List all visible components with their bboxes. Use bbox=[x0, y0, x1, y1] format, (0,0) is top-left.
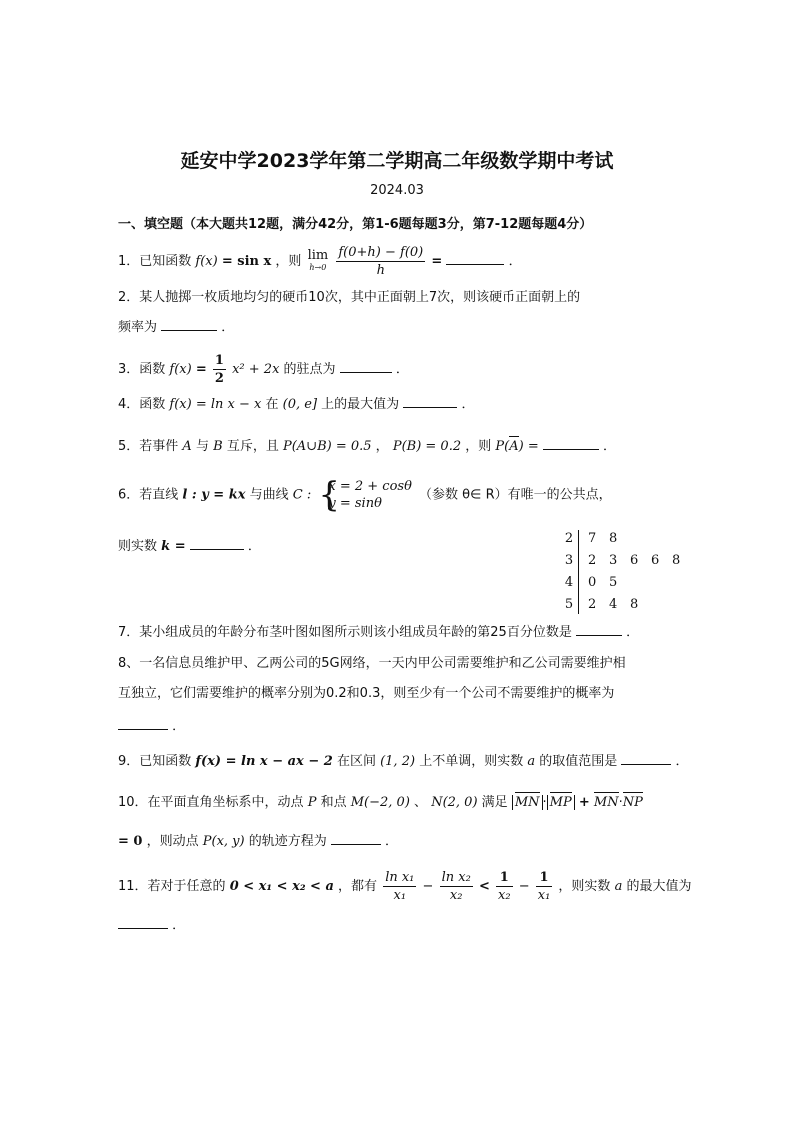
q11-tail2: 的最大值为 bbox=[626, 879, 692, 894]
q5-expr-3-close: ) = bbox=[518, 439, 539, 454]
q11-end: ． bbox=[172, 918, 186, 933]
q5-expr-1: P(A∪B) = 0.5 bbox=[282, 439, 372, 454]
q11-answer-blank[interactable] bbox=[118, 916, 168, 929]
q6-prefix: 6．若直线 bbox=[118, 487, 179, 503]
q10-answer-blank[interactable] bbox=[331, 832, 381, 845]
q8-answer-blank[interactable] bbox=[118, 717, 168, 730]
q10-point-n: N(2, 0) bbox=[431, 795, 478, 810]
q10-point-pxy: P(x, y) bbox=[202, 834, 245, 849]
q9-answer-blank[interactable] bbox=[621, 752, 671, 765]
q6-system-line-1: x = 2 + cosθ bbox=[328, 479, 412, 494]
leaf: 6 bbox=[651, 553, 660, 568]
q3-answer-blank[interactable] bbox=[340, 360, 392, 373]
q10-equals-zero: = 0 bbox=[118, 834, 143, 849]
q4-expression: f(x) = ln x − x bbox=[169, 397, 262, 412]
q11-f2-num: ln x₂ bbox=[441, 870, 471, 885]
q1-equals: = bbox=[431, 254, 443, 269]
q11-f1-den: x₁ bbox=[393, 888, 407, 903]
q10-line2-b: ，则动点 bbox=[146, 834, 199, 849]
question-11 bbox=[118, 869, 692, 904]
q1-end: ． bbox=[508, 254, 522, 269]
q10-vector-mn-2: MN bbox=[593, 795, 619, 810]
q11-tail: ，则实数 bbox=[558, 879, 611, 894]
q11-fraction-2 bbox=[440, 869, 473, 904]
leaves bbox=[588, 572, 630, 594]
q4-end: ． bbox=[461, 397, 475, 412]
q11-mid: ，都有 bbox=[338, 879, 378, 894]
q10-dot-1: · bbox=[542, 795, 547, 810]
q1-function: f(x) bbox=[195, 254, 218, 269]
q10-vector-np: NP bbox=[622, 795, 643, 810]
q11-f3-num: 1 bbox=[496, 869, 513, 887]
q5-and: 与 bbox=[195, 439, 209, 454]
section-heading: 一、填空题（本大题共12题，满分42分，第1-6题每题3分，第7-12题每题4分） bbox=[118, 217, 593, 232]
stem: 5 bbox=[564, 597, 574, 612]
q10-abs-mn bbox=[512, 795, 543, 810]
q1-lim-word: lim bbox=[307, 247, 329, 263]
q4-prefix: 4．函数 bbox=[118, 397, 166, 412]
q10-sep: 、 bbox=[414, 795, 428, 810]
q3-prefix: 3．函数 bbox=[118, 362, 166, 377]
stem-leaf-divider bbox=[578, 530, 579, 614]
question-10-line-2 bbox=[118, 832, 398, 851]
q11-f2-den: x₂ bbox=[449, 888, 463, 903]
q1-equation: = sin x bbox=[221, 254, 272, 269]
q4-interval: (0, e] bbox=[282, 397, 318, 412]
q10-line2-c: 的轨迹方程为 bbox=[248, 834, 327, 849]
q2-end: ． bbox=[221, 320, 235, 335]
q5-expr-2: P(B) = 0.2 bbox=[392, 439, 462, 454]
q6-line: l : y = kx bbox=[182, 487, 246, 503]
leaf: 2 bbox=[588, 553, 597, 568]
q10-dot-2: · bbox=[618, 795, 623, 810]
q3-equals: = bbox=[195, 362, 207, 377]
q10-abs-mp bbox=[547, 795, 575, 810]
q5-event-b: B bbox=[213, 439, 223, 454]
q5-expr-3-open: P( bbox=[495, 439, 510, 454]
exam-title: 延安中学2023学年第二学期高二年级数学期中考试 bbox=[180, 150, 614, 172]
stem: 2 bbox=[564, 531, 574, 546]
q10-mid: 和点 bbox=[320, 795, 347, 810]
q4-answer-blank[interactable] bbox=[403, 395, 457, 408]
q10-cond: 满足 bbox=[481, 795, 508, 810]
q6-k: k = bbox=[161, 539, 186, 554]
q6-answer-blank[interactable] bbox=[190, 537, 244, 550]
q11-condition: 0 < x₁ < x₂ < a bbox=[229, 879, 334, 894]
leaf: 3 bbox=[609, 553, 618, 568]
q11-fraction-3 bbox=[496, 869, 513, 904]
question-5 bbox=[118, 437, 616, 456]
q5-event-a: A bbox=[182, 439, 192, 454]
q10-prefix: 10．在平面直角坐标系中，动点 bbox=[118, 795, 304, 810]
q9-end: ． bbox=[675, 754, 689, 769]
question-4 bbox=[118, 395, 474, 414]
q11-var-a: a bbox=[614, 879, 623, 894]
q1-denominator: h bbox=[376, 263, 385, 278]
question-11-line-2 bbox=[118, 916, 185, 935]
q3-numerator: 1 bbox=[214, 353, 224, 368]
stem-leaf-plot bbox=[560, 528, 680, 618]
q9-tail2: 的取值范围是 bbox=[539, 754, 618, 769]
q5-complement-a: A bbox=[509, 439, 519, 454]
q7-end: ． bbox=[626, 625, 640, 640]
q1-prefix: 1．已知函数 bbox=[118, 254, 192, 269]
q2-line2-text: 频率为 bbox=[118, 320, 158, 335]
q9-tail: 上不单调，则实数 bbox=[419, 754, 524, 769]
leaves bbox=[588, 528, 630, 550]
leaf: 8 bbox=[630, 597, 639, 612]
q4-mid: 在 bbox=[265, 397, 279, 412]
leaf: 0 bbox=[588, 575, 597, 590]
q4-tail: 上的最大值为 bbox=[321, 397, 400, 412]
q6-mid: 与曲线 bbox=[249, 487, 289, 503]
q9-interval: (1, 2) bbox=[380, 754, 416, 769]
q11-f1-num: ln x₁ bbox=[385, 870, 415, 885]
q10-vector-mn: MN bbox=[514, 795, 540, 810]
q11-f4-num: 1 bbox=[536, 869, 553, 887]
q3-function: f(x) bbox=[169, 362, 192, 377]
q2-answer-blank[interactable] bbox=[161, 318, 217, 331]
question-8-line-1: 8、一名信息员维护甲、乙两公司的5G网络，一天内甲公司需要维护和乙公司需要维护相 bbox=[118, 656, 626, 671]
q9-var-a: a bbox=[527, 754, 536, 769]
leaf: 5 bbox=[609, 575, 618, 590]
q8-end: ． bbox=[172, 719, 186, 734]
exam-date: 2024.03 bbox=[370, 183, 424, 198]
stem: 4 bbox=[564, 575, 574, 590]
question-3 bbox=[118, 352, 409, 387]
q1-answer-blank[interactable] bbox=[446, 252, 504, 265]
q9-expression: f(x) = ln x − ax − 2 bbox=[195, 754, 333, 769]
leaf: 8 bbox=[609, 531, 618, 546]
question-9 bbox=[118, 752, 689, 771]
q10-vector-mp: MP bbox=[549, 795, 572, 810]
q3-denominator: 2 bbox=[214, 371, 224, 386]
question-6-line-2 bbox=[118, 537, 261, 556]
q1-fraction bbox=[336, 244, 425, 279]
leaf: 4 bbox=[609, 597, 618, 612]
q5-then: ，则 bbox=[465, 439, 492, 454]
stem: 3 bbox=[564, 553, 574, 568]
q1-lim-sub: h→0 bbox=[309, 262, 327, 272]
q6-curve: C : bbox=[292, 487, 312, 503]
q9-prefix: 9．已知函数 bbox=[118, 754, 192, 769]
q6-line2-text: 则实数 bbox=[118, 539, 158, 554]
q1-numerator: f(0+h) − f(0) bbox=[338, 245, 424, 260]
q10-point-p: P bbox=[307, 795, 317, 810]
q11-minus-2: − bbox=[518, 879, 530, 894]
q5-prefix: 5．若事件 bbox=[118, 439, 179, 454]
q5-end: ． bbox=[603, 439, 617, 454]
q9-mid: 在区间 bbox=[336, 754, 376, 769]
question-8-line-3 bbox=[118, 717, 185, 736]
q6-system-line-2: y = sinθ bbox=[328, 496, 382, 511]
q7-answer-blank[interactable] bbox=[576, 623, 622, 636]
q6-end: ． bbox=[247, 539, 261, 554]
q5-sep: ， bbox=[375, 439, 389, 454]
q6-system bbox=[318, 475, 412, 515]
leaf: 8 bbox=[672, 553, 681, 568]
q3-end: ． bbox=[395, 362, 409, 377]
leaves bbox=[588, 594, 651, 616]
q6-param: （参数 θ∈ R）有唯一的公共点， bbox=[419, 487, 612, 503]
q11-fraction-4 bbox=[536, 869, 553, 904]
question-1 bbox=[118, 244, 522, 279]
q3-fraction bbox=[213, 352, 226, 387]
q11-lt: < bbox=[478, 879, 490, 894]
question-2-line-1: 2．某人抛掷一枚质地均匀的硬币10次，其中正面朝上7次，则该硬币正面朝上的 bbox=[118, 290, 581, 305]
q3-tail: 的驻点为 bbox=[283, 362, 336, 377]
leaf: 7 bbox=[588, 531, 597, 546]
q10-point-m: M(−2, 0) bbox=[350, 795, 410, 810]
q11-prefix: 11．若对于任意的 bbox=[118, 879, 226, 894]
q11-fraction-1 bbox=[383, 869, 416, 904]
leaf: 2 bbox=[588, 597, 597, 612]
leaf: 6 bbox=[630, 553, 639, 568]
question-6 bbox=[118, 475, 612, 515]
q6-brace-icon: { bbox=[318, 475, 341, 515]
q5-mid: 互斥，且 bbox=[226, 439, 279, 454]
q1-mid-text: ，则 bbox=[275, 254, 302, 269]
q7-text: 7．某小组成员的年龄分布茎叶图如图所示则该小组成员年龄的第25百分位数是 bbox=[118, 625, 572, 640]
q11-f3-den: x₂ bbox=[498, 888, 511, 903]
q10-plus: + bbox=[578, 795, 590, 810]
q11-f4-den: x₁ bbox=[537, 888, 551, 903]
q1-limit bbox=[307, 247, 329, 274]
q3-expression: x² + 2x bbox=[232, 362, 280, 377]
question-7 bbox=[118, 623, 639, 642]
leaves bbox=[588, 550, 693, 572]
question-10 bbox=[118, 794, 643, 812]
q11-minus-1: − bbox=[422, 879, 434, 894]
q10-end: ． bbox=[385, 834, 399, 849]
q5-answer-blank[interactable] bbox=[543, 437, 599, 450]
question-8-line-2: 互独立，它们需要维护的概率分别为0.2和0.3，则至少有一个公司不需要维护的概率为 bbox=[118, 686, 615, 701]
question-2-line-2 bbox=[118, 318, 234, 337]
